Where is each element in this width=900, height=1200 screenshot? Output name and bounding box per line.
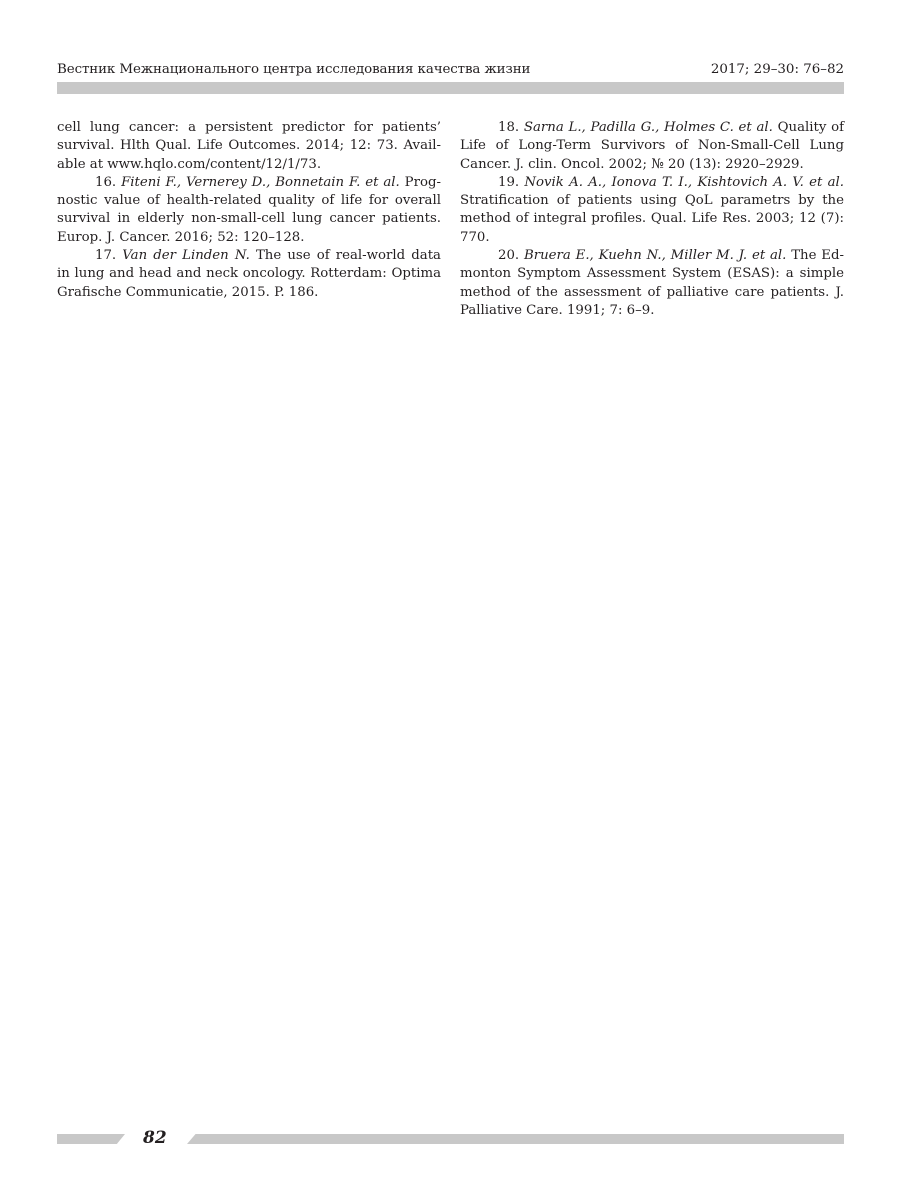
reference-item [460,247,844,320]
reference-authors: Sarna L., Padilla G., Holmes C. et al. [523,120,773,135]
reference-text: The use of real-world data in lung and head and neck oncology. Rotterdam: Optima Grafische Communicatie, 2015. P. 186. [57,248,441,300]
reference-text: Stratification of patients using QoL parametrs by the method of integral profiles. Qual. Life Res. 2003; 12 (7): 770. [460,193,844,245]
reference-item [460,174,844,247]
running-header [57,60,844,80]
footer-bar-left [57,1134,125,1144]
reference-number: 17. [95,248,117,264]
page-number: 82 [143,1128,167,1148]
reference-text: Quality of Life of Long-Term Survivors of Non-Small-Cell Lung Cancer. J. clin. Oncol. 2002; № 20 (13): 2920–2929. [460,120,845,172]
reference-text: Prognostic value of health-related quality of life for overall survival in elderly non-small-cell lung cancer patients. Europ. J. Cancer. 2016; 52: 120–128. [57,174,441,245]
page-footer [57,1128,844,1148]
header-rule [57,82,844,94]
reference-number: 16. [95,174,117,190]
reference-continuation: cell lung cancer: a persistent predictor for patients’ survival. Hlth Qual. Life Outcomes. 2014; 12: 73. Available at www.hqlo.com/content/12/1/73. [57,120,441,172]
reference-number: 19. [498,174,520,190]
reference-text: The Edmonton Symptom Assessment System (ESAS): a simple method of the assessment of palliative care patients. J. Palliative Care. 1991; 7: 6–9. [460,248,845,318]
reference-authors: Van der Linden N. [122,248,250,264]
reference-authors: Fiteni F., Vernerey D., Bonnetain F. et al. [121,174,400,190]
reference-column-left [57,119,441,302]
journal-name: Вестник Межнационального центра исследования качества жизни [57,62,531,77]
reference-authors: Novik A. A., Ionova T. I., Kishtovich A. V. et al. [524,174,844,190]
reference-column-right [460,119,844,320]
reference-item [57,247,441,302]
footer-bar-right [187,1134,844,1144]
reference-item [57,174,441,247]
reference-number: 20. [498,248,520,264]
reference-item [460,119,844,174]
issue-info: 2017; 29–30: 76–82 [710,62,844,77]
reference-number: 18. [498,120,520,135]
reference-authors: Bruera E., Kuehn N., Miller M. J. et al. [523,248,787,264]
